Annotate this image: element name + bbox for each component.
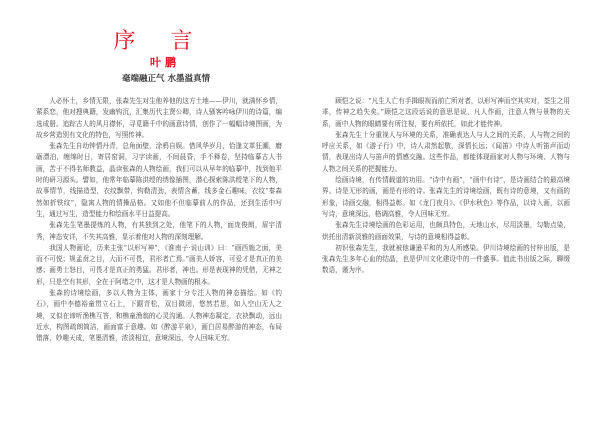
paragraph: 张森先生十分重视人与环境的关系，准确表达人与人之间的关系，人与物之间的呼应关系，如《游子行》中，诗人肃然起敬，深情长远；《闻笛》中诗人听笛声而动情，表现出诗人与笛声的情感交融。这些作品，都能体现画家对人物与环境、人物与人物之间关系的把握能力。 — [322, 130, 570, 173]
paragraph: 我国人物画论，历来主张“以形写神”，《淮南子·说山训》曰：“画西施之面，美而不可悦；规孟贲之目，大而不可畏，君形者亡焉。”画美人娇容，可爱才是真正的美感；画勇士怒目，可畏才是真正的勇猛。君形者，神也。形是表现神的凭借，无神之形，只是空有其形，全在于阿堵之中，这才是人物画的根本。 — [36, 243, 282, 286]
paragraph: 张森先生诗境绘画的色彩运用，也颇具特色，天地山水，尽用淡墨，勾勒点染，烘托出清新淡雅的画面效果，与诗的意境相得益彰。 — [322, 221, 570, 241]
paragraph: 顾恺之说：“凡生人亡有手揖眼视而前亡所对者，以形写神而空其实对，荃生之用乖，传神之趋失矣。”顾恺之这段话说的意思是说，凡人作画，注意人物与景物的关系，画中人物的眼睛要有所注视，要有所依托，如此才能传神。 — [322, 97, 570, 128]
right-text-column — [322, 96, 570, 277]
page-title: 序 言 — [113, 29, 207, 54]
subtitle: 毫端融正气 水墨溢真情 — [122, 74, 210, 84]
left-text-column — [36, 96, 282, 345]
paragraph: 绘画诗境，有传情载道的功用。“诗中有画”，“画中有诗”，是诗画结合的最高境界。诗是无形的画，画是有形的诗。张森先生的诗境绘画，既有诗的意境，又有画的形象，诗画交融，相得益彰。如《龙门夜月》、《伊水秋色》等作品，以诗入画，以画写诗，意境深远，格调高雅，令人回味无穷。 — [322, 176, 570, 218]
author-name: 叶鹏 — [150, 56, 180, 69]
paragraph: 人必怀土，乡情无限，张森先生对生他养他的这方土地——伊川，就满怀乡情，萦系恋，他对搜典籍，发幽钩沉，汇集历代主贤公卿，诗人骚客吟咏伊川的诗篇，编选成册。追踪古人的风月襟怀，寻觅籍千中的画意诗情，创作了一幅幅诗境图画，为故乡营造别有文化的特色，写照传神。 — [36, 97, 282, 139]
paragraph: 初识张森先生，我就被他谦逊平和的为人所感染。伊川诗境绘画的付梓出版，是张森先生多年心血的结晶，也是伊川文化建设中的一件盛事。值此书出版之际，聊缀数语，谨为序。 — [322, 243, 570, 275]
paragraph: 张森的诗境绘画，多以人物为主体，画家十分专注人物的神态描绘。如《钓石》，画中李德裕童贯立石上，下踞青松，双目微闭，悠然若思，如入空山无人之境，又似在谛听渔樵互答，和樵童渔翁的心灵沟通。人物神态凝定，衣袂飘动，远山近水，构图疏朗简洁，画面富于意趣。如《醉游平泉》，画白居易醉游的神态，布局错落，妙趣天成，笔墨清雅，浓淡相宜，意境深远，令人回味无穷。 — [36, 289, 282, 343]
paragraph: 张森先生笔墨提炼的人物，有其独到之处，他笔下的人物，面庞俊朗，眉宇清秀，神态安详，不失其高雅，显示着他对人物的深刻理解。 — [36, 221, 282, 241]
paragraph: 张森先生自幼钟情丹青，总角面壁，涂鸦自娱。惜风华岁月，恰逢文革狂潮，磨砺漂泊，缠绵时日，寄居窑洞，习字读画，不间晨昏，手不释卷，坚持临摹古人书画，苦于不得名师教益，晶读张森的人物绘画，我们可以从早年的临摹中，找到他平时的研习源头。譬如，他常年临摹陈洪绶的绣像插图，潜心探索陈洪绶笔下的人物，故事情节，线描造型，衣纹飘带，钩勒清劲，表情含蓄，线多金石趣味，衣纹“秦森然如折铁纹”，隐寓人物的情操品格。又如他不但临摹前人的作品，还到生活中写生，通过写生，造型能力和绘画水平日益提高。 — [36, 142, 282, 218]
